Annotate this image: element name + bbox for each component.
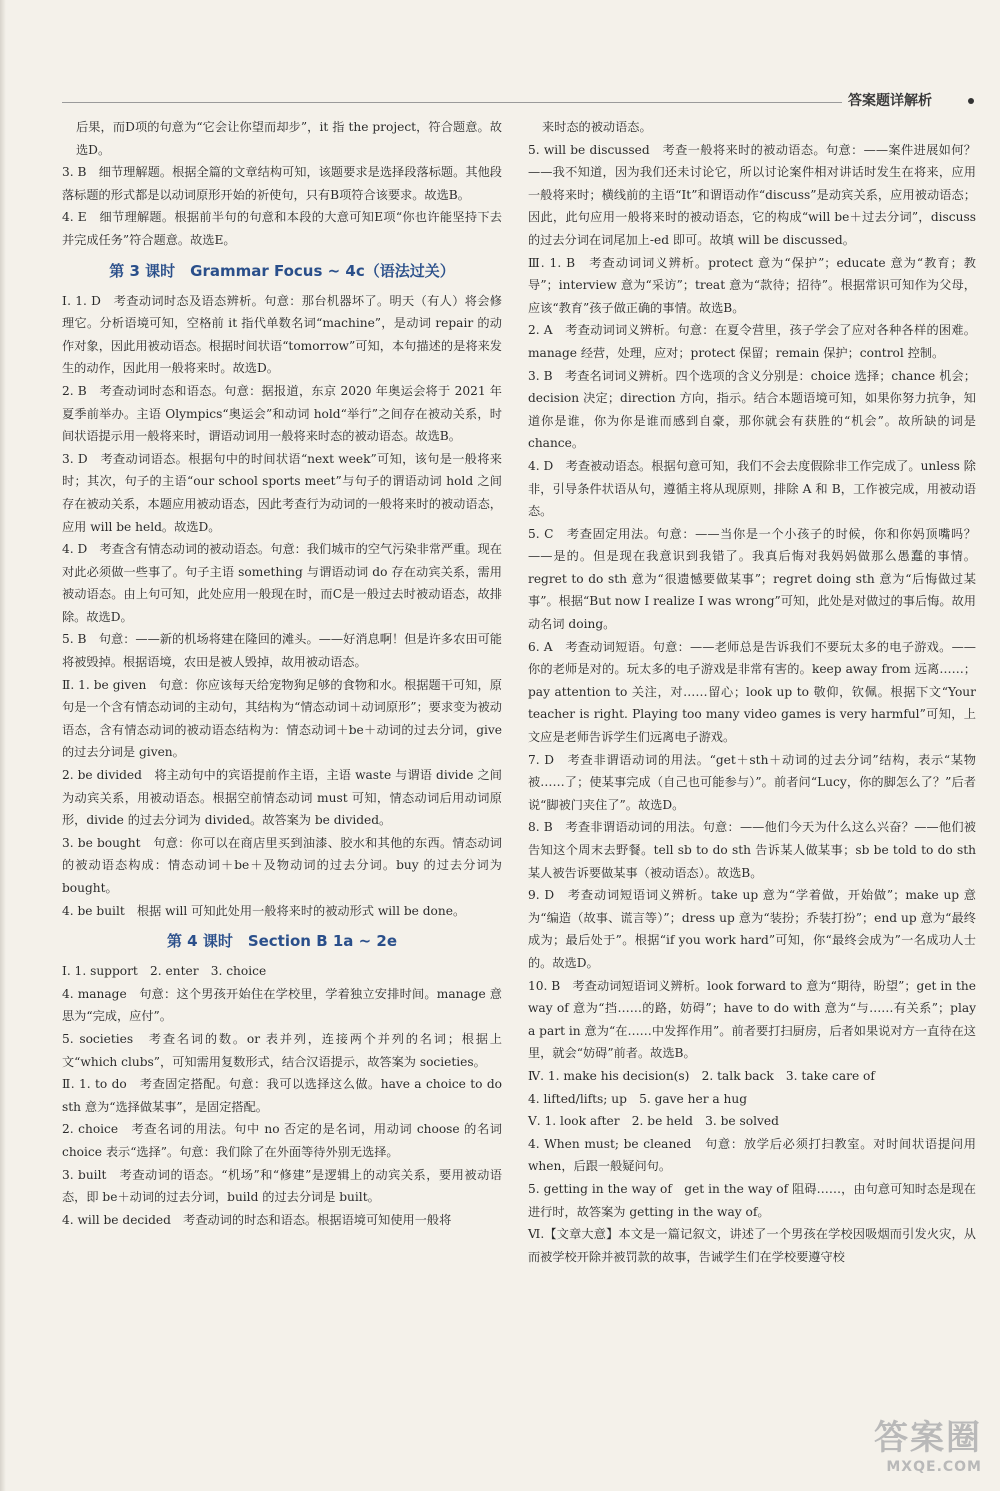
scan-edge [0,0,6,1491]
right-column [528,116,976,1268]
answer-paragraph: 2. choice 考查名词的用法。句中 no 否定的是名词，用动词 choose 的名词 choice 表示“选择”。句意：我们除了在外面等待外别无选择。 [62,1122,502,1159]
answer-paragraph: 4. be built 根据 will 可知此处用一般将来时的被动形式 will be done。 [62,903,466,918]
answer-paragraph: 3. built 考查动词的语态。“机场”和“修建”是逻辑上的动宾关系，要用被动语态，即 be＋动词的过去分词，build 的过去分词是 built。 [62,1167,502,1205]
answer-paragraph: Ⅴ. 1. look after 2. be held 3. be solved [528,1114,779,1129]
answer-paragraph: Ⅱ. 1. be given 句意：你应该每天给宠物狗足够的食物和水。根据题干可知，原句是一个含有情态动词的主动句，其结构为“情态动词＋动词原形”；要求变为被动语态，含有情态动词的被动语态结构为：情态动词＋be＋动词的过去分词，give 的过去分词是 given。 [62,677,502,760]
answer-paragraph: Ⅲ. 1. B 考查动词词义辨析。protect 意为“保护”；educate 意为“教育；教导”；interview 意为“采访”；treat 意为“款待；招待”。根据常识可知作为父母，应该“教育”孩子做正确的事情。故选B。 [528,255,976,315]
watermark-main: 答案圈 [874,1418,982,1458]
answer-paragraph: 来时态的被动语态。 [542,120,652,134]
answer-paragraph: 5. will be discussed 考查一般将来时的被动语态。句意：——案件进展如何？——我不知道，因为我们还未讨论它，所以讨论案件相对讲话时发生在将来，应用一般将来时；横线前的主语“It”和谓语动作“discuss”是动宾关系，应用被动语态；因此，此句应用一般将来时的被动语态，它的构成“will be＋过去分词”，discuss 的过去分词在词尾加上-ed 即可。故填 will be discussed。 [528,142,976,247]
answer-paragraph: 4. D 考查被动语态。根据句意可知，我们不会去度假除非工作完成了。unless 除非，引导条件状语从句，遵循主将从现原则，排除 A 和 B，工作被完成，用被动语态。 [528,458,976,519]
answer-paragraph: Ⅵ.【文章大意】本文是一篇记叙文，讲述了一个男孩在学校因吸烟而引发火灾，从而被学校开除并被罚款的故事，告诫学生们在学校要遵守校 [528,1227,976,1264]
answer-paragraph: 后果，而D项的句意为“它会让你望而却步”，it 指 the project，符合题意。故选D。 [76,120,502,157]
left-column [62,116,502,1231]
answer-paragraph: 5. societies 考查名词的数。or 表并列，连接两个并列的名词；根据上文“which clubs”，可知需用复数形式，结合汉语提示，故答案为 societies。 [62,1031,502,1069]
answer-paragraph: 4. D 考查含有情态动词的被动语态。句意：我们城市的空气污染非常严重。现在对此必须做一些事了。句子主语 something 与谓语动词 do 存在动宾关系，需用被动语态。由上句可知，此处应用一般现在时，而C是一般过去时被动语态，故排除。故选D。 [62,542,502,624]
answer-paragraph: 9. D 考查动词短语词义辨析。take up 意为“学着做，开始做”；make up 意为“编造（故事、谎言等）”；dress up 意为“装扮；乔装打扮”；end up 意为“最终成为；最后处于”。根据“if you work hard”可知，你“最终会成为”一名成功人士的。故选D。 [528,888,976,970]
answer-paragraph: 10. B 考查动词短语词义辨析。look forward to 意为“期待，盼望”；get in the way of 意为“挡……的路，妨碍”；have to do with 意为“与……有关系”；play a part in 意为“在……中发挥作用”。前者要打扫厨房，后者如果说对方一直待在这里，就会“妨碍”前者。故选B。 [528,978,976,1061]
answer-paragraph: 4. When must; be cleaned 句意：放学后必须打扫教室。对时间状语提问用 when，后跟一般疑问句。 [528,1136,976,1174]
answer-paragraph: 4. will be decided 考查动词的时态和语态。根据语境可知使用一般将 [62,1212,452,1227]
header-dot [968,98,974,104]
header-rule [62,102,842,103]
answer-paragraph: 6. A 考查动词短语。句意：——老师总是告诉我们不要玩太多的电子游戏。——你的老师是对的。玩太多的电子游戏是非常有害的。keep away from 远离……；pay attention to 关注，对……留心；look up to 敬仰，钦佩。根据下文“Your teacher is right. Playing too many video games is very harmful”可知，上文应是老师告诉学生们远离电子游戏。 [528,639,976,745]
answer-paragraph: 4. manage 句意：这个男孩开始住在学校里，学着独立安排时间。manage 意思为“完成，应付”。 [62,986,502,1024]
answer-paragraph: 4. lifted/lifts; up 5. gave her a hug [528,1091,748,1106]
answer-paragraph: 2. B 考查动词时态和语态。句意：据报道，东京 2020 年奥运会将于 2021 年夏季前举办。主语 Olympics“奥运会”和动词 hold“举行”之间存在被动关系，时间状语提示用一般将来时，谓语动词用一般将来时态的被动语态。故选B。 [62,383,502,444]
answer-paragraph: 3. B 考查名词词义辨析。四个选项的含义分别是：choice 选择；chance 机会；decision 决定；direction 方向，指示。结合本题语境可知，如果你努力抗争，知道你是谁，你为你是谁而感到自豪，那你就会有获胜的“机会”。故所缺的词是 chance。 [528,368,976,451]
answer-paragraph: 2. A 考查动词词义辨析。句意：在夏令营里，孩子学会了应对各种各样的困难。manage 经营，处理，应对；protect 保留；remain 保护；control 控制。 [528,323,976,360]
watermark [874,1410,982,1475]
answer-paragraph: 5. getting in the way of get in the way of 阻碍……，由句意可知时态是现在进行时，故答案为 getting in the way of。 [528,1181,976,1219]
answer-paragraph: 3. be bought 句意：你可以在商店里买到油漆、胶水和其他的东西。情态动词的被动语态构成：情态动词＋be＋及物动词的过去分词。buy 的过去分词为 bought。 [62,835,502,895]
answer-paragraph: Ⅰ. 1. support 2. enter 3. choice [62,964,267,979]
answer-paragraph: 3. D 考查动词语态。根据句中的时间状语“next week”可知，该句是一般将来时；其次，句子的主语“our school sports meet”与句子的谓语动词 hold 之间存在被动关系，本题应用被动语态，因此考查行为动词的一般将来时的被动语态，应用 will be held。故选D。 [62,451,502,534]
section-title-lesson-3: 第 3 课时 Grammar Focus ~ 4c（语法过关） [109,261,455,280]
section-title-lesson-4: 第 4 课时 Section B 1a ~ 2e [166,932,398,951]
answer-paragraph: 2. be divided 将主动句中的宾语提前作主语，主语 waste 与谓语 divide 之间为动宾关系，用被动语态。根据空前情态动词 must 可知，情态动词后用动词原形，divide 的过去分词为 divided。故答案为 be divided。 [62,768,502,828]
answer-paragraph: 5. B 句意：——新的机场将建在隆回的滩头。——好消息啊！但是许多农田可能将被毁掉。根据语境，农田是被人毁掉，故用被动语态。 [62,632,502,670]
answer-paragraph: 3. B 细节理解题。根据全篇的文章结构可知，该题要求是选择段落标题。其他段落标题的形式都是以动词原形开始的祈使句，只有B项符合该要求。故选B。 [62,165,502,202]
page-header-title: 答案题详解析 [848,93,932,109]
answer-paragraph: 7. D 考查非谓语动词的用法。“get＋sth＋动词的过去分词”结构，表示“某物被……了；使某事完成（自己也可能参与）”。前者问“Lucy，你的脚怎么了？”后者说“脚被门夹住了”。故选D。 [528,752,976,812]
answer-paragraph: 8. B 考查非谓语动词的用法。句意：——他们今天为什么这么兴奋？——他们被告知这个周末去野餐。tell sb to do sth 告诉某人做某事；sb be told to do sth 某人被告诉要做某事（被动语态）。故选B。 [528,820,976,880]
answer-paragraph: 4. E 细节理解题。根据前半句的句意和本段的大意可知E项“你也许能坚持下去并完成任务”符合题意。故选E。 [62,210,502,247]
answer-paragraph: Ⅰ. 1. D 考查动词时态及语态辨析。句意：那台机器坏了。明天（有人）将会修理它。分析语境可知，空格前 it 指代单数名词“machine”，是动词 repair 的动作对象，因此用被动语态。根据时间状语“tomorrow”可知，本句描述的是将来发生的动作，因此用一般将来时。故选D。 [62,293,502,376]
answer-paragraph: Ⅳ. 1. make his decision(s) 2. talk back 3. take care of [528,1068,875,1083]
watermark-url: MXQE.COM [886,1459,982,1475]
answer-paragraph: 5. C 考查固定用法。句意：——当你是一个小孩子的时候，你和你妈顶嘴吗？——是的。但是现在我意识到我错了。我真后悔对我妈妈做那么愚蠢的事情。regret to do sth 意为“很遗憾要做某事”；regret doing sth 意为“后悔做过某事”。根据“But now I realize I was wrong”可知，此处是对做过的事后悔。故用动名词 doing。 [528,526,976,632]
answer-paragraph: Ⅱ. 1. to do 考查固定搭配。句意：我可以选择这么做。have a choice to do sth 意为“选择做某事”，是固定搭配。 [62,1077,502,1114]
